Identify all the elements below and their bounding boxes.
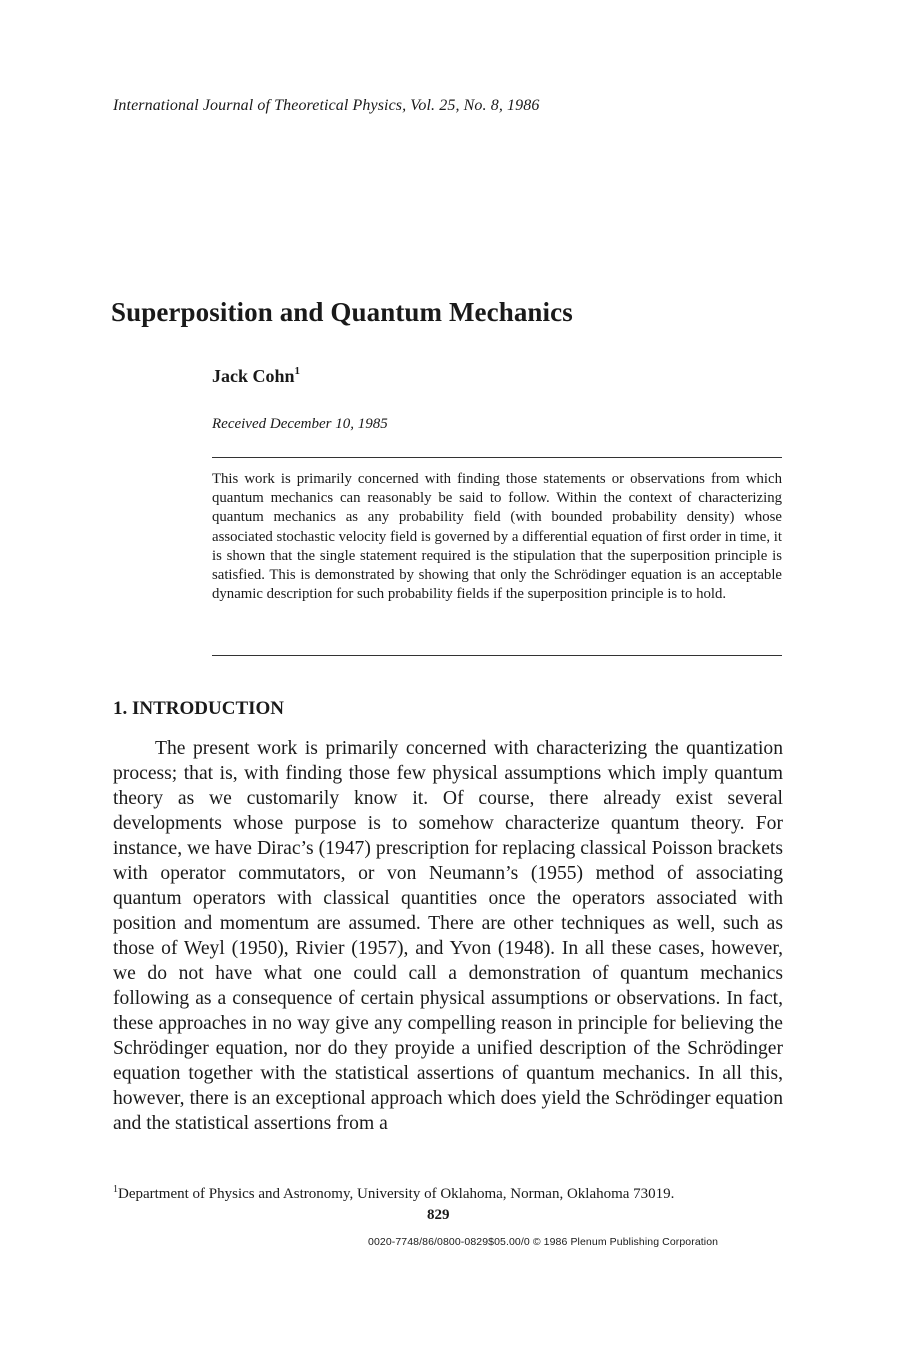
abstract-rule-bottom [212,655,782,656]
author-name: Jack Cohn [212,366,295,386]
footnote [113,1184,674,1203]
paper-title: Superposition and Quantum Mechanics [111,297,573,327]
copyright-line: 0020-7748/86/0800-0829$05.00/0 © 1986 Plenum Publishing Corporation [368,1236,719,1248]
received-date: Received December 10, 1985 [212,416,388,432]
page-number: 829 [427,1207,450,1223]
footnote-text: Department of Physics and Astronomy, University of Oklahoma, Norman, Oklahoma 73019. [118,1186,675,1202]
intro-paragraph: The present work is primarily concerned with characterizing the quantization process; that is, with finding those few physical assumptions which imply quantum theory as we customarily know it. Of course, there already exist several developments whose purpose is to somehow characterize quantum theory. For instance, we have Dirac’s (1947) prescription for replacing classical Poisson brackets with operator commutators, or von Neumann’s (1955) method of associating quantum operators with classical quantities once the operators associated with position and momentum are assumed. There are other techniques as well, such as those of Weyl (1950), Rivier (1957), and Yvon (1948). In all these cases, however, we do not have what one could call a demonstration of quantum mechanics following as a consequence of certain physical assumptions or observations. In fact, these approaches in no way give any compelling reason in principle for believing the Schrödinger equation, nor do they proyide a unified description of the Schrödinger equation together with the statistical assertions of quantum mechanics. In all this, however, there is an exceptional approach which does yield the Schrödinger equation and the statistical assertions from a [113,738,783,1134]
abstract-text: This work is primarily concerned with finding those statements or observations from which quantum mechanics can reasonably be said to follow. Within the context of characterizing quantum mechanics as any probability field (with bounded probability density) whose associated stochastic velocity field is governed by a differential equation of first order in time, it is shown that the single statement required is the stipulation that the superposition principle is satisfied. This is demonstrated by showing that only the Schrödinger equation is an acceptable dynamic description for such probability fields if the superposition principle is to hold. [212,471,782,603]
section-heading: 1. INTRODUCTION [113,698,285,719]
footnote-mark: 1 [113,1184,118,1195]
abstract-rule-top [212,457,782,458]
journal-citation: International Journal of Theoretical Physics, Vol. 25, No. 8, 1986 [113,97,540,114]
author-line [212,366,300,387]
author-footnote-mark: 1 [294,365,301,377]
